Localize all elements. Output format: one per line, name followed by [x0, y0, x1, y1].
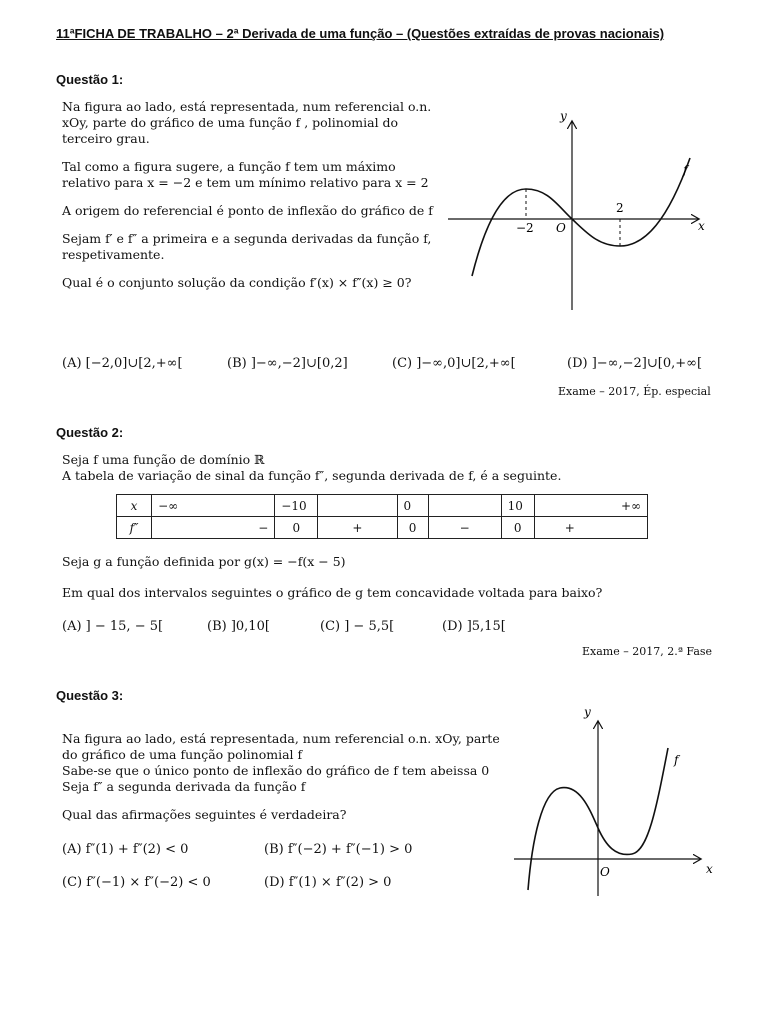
q1-tick-2: 2	[616, 201, 624, 215]
question-2-heading: Questão 2:	[56, 425, 124, 440]
table-cell: 0	[397, 517, 428, 539]
q3-option-b[interactable]: (B) f″(−2) + f″(−1) > 0	[264, 842, 413, 857]
table-cell: +	[318, 517, 397, 539]
q3-paragraph-1: Na figura ao lado, está representada, num referencial o.n. xOy, parte	[62, 731, 500, 746]
q1-function-curve	[472, 158, 690, 276]
q1-option-c[interactable]: (C) ]−∞,0]∪[2,+∞[	[392, 356, 516, 371]
q3-paragraph-3: Sabe-se que o único ponto de inflexão do gráfico de f tem abeissa 0	[62, 763, 490, 778]
q2-question: Em qual dos intervalos seguintes o gráfico de g tem concavidade voltada para baixo?	[62, 585, 603, 600]
q2-paragraph-2: A tabela de variação de sinal da função f″, segunda derivada de f, é a seguinte.	[62, 468, 562, 483]
table-cell: x	[117, 495, 152, 517]
question-1-heading: Questão 1:	[56, 72, 124, 87]
q1-origin-label: O	[556, 221, 566, 235]
q3-options-row-1	[62, 842, 482, 860]
q3-option-d[interactable]: (D) f″(1) × f″(2) > 0	[264, 875, 392, 890]
question-1-text	[62, 99, 437, 291]
q1-paragraph-3: A origem do referencial é ponto de inflexão do gráfico de f	[62, 203, 433, 218]
table-cell: −∞	[152, 495, 275, 517]
table-cell: 10	[501, 495, 534, 517]
table-cell: 0	[275, 517, 318, 539]
q3-paragraph-2: do gráfico de uma função polinomial f	[62, 747, 303, 762]
q2-option-b[interactable]: (B) ]0,10[	[207, 619, 270, 634]
sign-table-row-x	[117, 495, 648, 517]
q2-option-d[interactable]: (D) ]5,15[	[442, 619, 506, 634]
q1-option-b[interactable]: (B) ]−∞,−2]∪[0,2]	[227, 356, 348, 371]
table-cell: 0	[501, 517, 534, 539]
q3-question: Qual das afirmações seguintes é verdadeira?	[62, 807, 347, 822]
q2-options	[62, 619, 582, 637]
q1-option-a[interactable]: (A) [−2,0]∪[2,+∞[	[62, 356, 183, 371]
question-2-intro	[62, 452, 682, 484]
table-cell: f″	[117, 517, 152, 539]
q1-tick-neg2: −2	[516, 221, 534, 235]
sign-table-row-f2	[117, 517, 648, 539]
q1-x-label: x	[698, 219, 705, 233]
q3-origin-label: O	[600, 865, 610, 879]
table-cell: −	[152, 517, 275, 539]
q1-f-label: f	[683, 163, 688, 177]
table-cell: 0	[397, 495, 428, 517]
q3-option-a[interactable]: (A) f″(1) + f″(2) < 0	[62, 842, 189, 857]
table-cell	[318, 495, 397, 517]
q1-option-d[interactable]: (D) ]−∞,−2]∪[0,+∞[	[567, 356, 703, 371]
q1-cubic-graph	[440, 100, 730, 320]
q1-paragraph-2: Tal como a figura sugere, a função f tem um máximo relativo para x = −2 e tem um mínimo relativo para x = 2	[62, 159, 429, 190]
worksheet-title: 11ªFICHA DE TRABALHO – 2ª Derivada de uma função – (Questões extraídas de provas nacionais)	[56, 26, 665, 41]
question-3-heading: Questão 3:	[56, 688, 124, 703]
q2-option-c[interactable]: (C) ] − 5,5[	[320, 619, 395, 634]
q3-option-c[interactable]: (C) f″(−1) × f″(−2) < 0	[62, 875, 211, 890]
q1-paragraph-4: Sejam f′ e f″ a primeira e a segunda derivadas da função f, respetivamente.	[62, 231, 432, 262]
table-cell: −10	[275, 495, 318, 517]
question-3-text	[62, 731, 512, 823]
q1-paragraph-1: Na figura ao lado, está representada, num referencial o.n. xOy, parte do gráfico de uma função f , polinomial do terceiro grau.	[62, 99, 432, 146]
q2-option-a[interactable]: (A) ] − 15, − 5[	[62, 619, 164, 634]
q3-polynomial-graph	[510, 700, 732, 900]
q3-options-row-2	[62, 875, 482, 893]
q2-paragraph-1: Seja f uma função de domínio ℝ	[62, 452, 265, 467]
sign-table	[116, 494, 648, 539]
q3-y-label: y	[584, 705, 591, 719]
q3-paragraph-4: Seja f″ a segunda derivada da função f	[62, 779, 306, 794]
q1-options	[62, 356, 722, 374]
q1-y-label: y	[560, 109, 567, 123]
q3-x-label: x	[706, 862, 713, 876]
table-cell: +∞	[534, 495, 647, 517]
table-cell: +	[534, 517, 647, 539]
q3-f-label: f	[674, 753, 679, 767]
table-cell	[428, 495, 501, 517]
table-cell: −	[428, 517, 501, 539]
q2-source: Exame – 2017, 2.ª Fase	[582, 645, 713, 658]
q2-definition-g: Seja g a função definida por g(x) = −f(x − 5)	[62, 554, 346, 569]
q1-source: Exame – 2017, Ép. especial	[558, 385, 711, 398]
q1-question: Qual é o conjunto solução da condição f′(x) × f″(x) ≥ 0?	[62, 275, 412, 290]
